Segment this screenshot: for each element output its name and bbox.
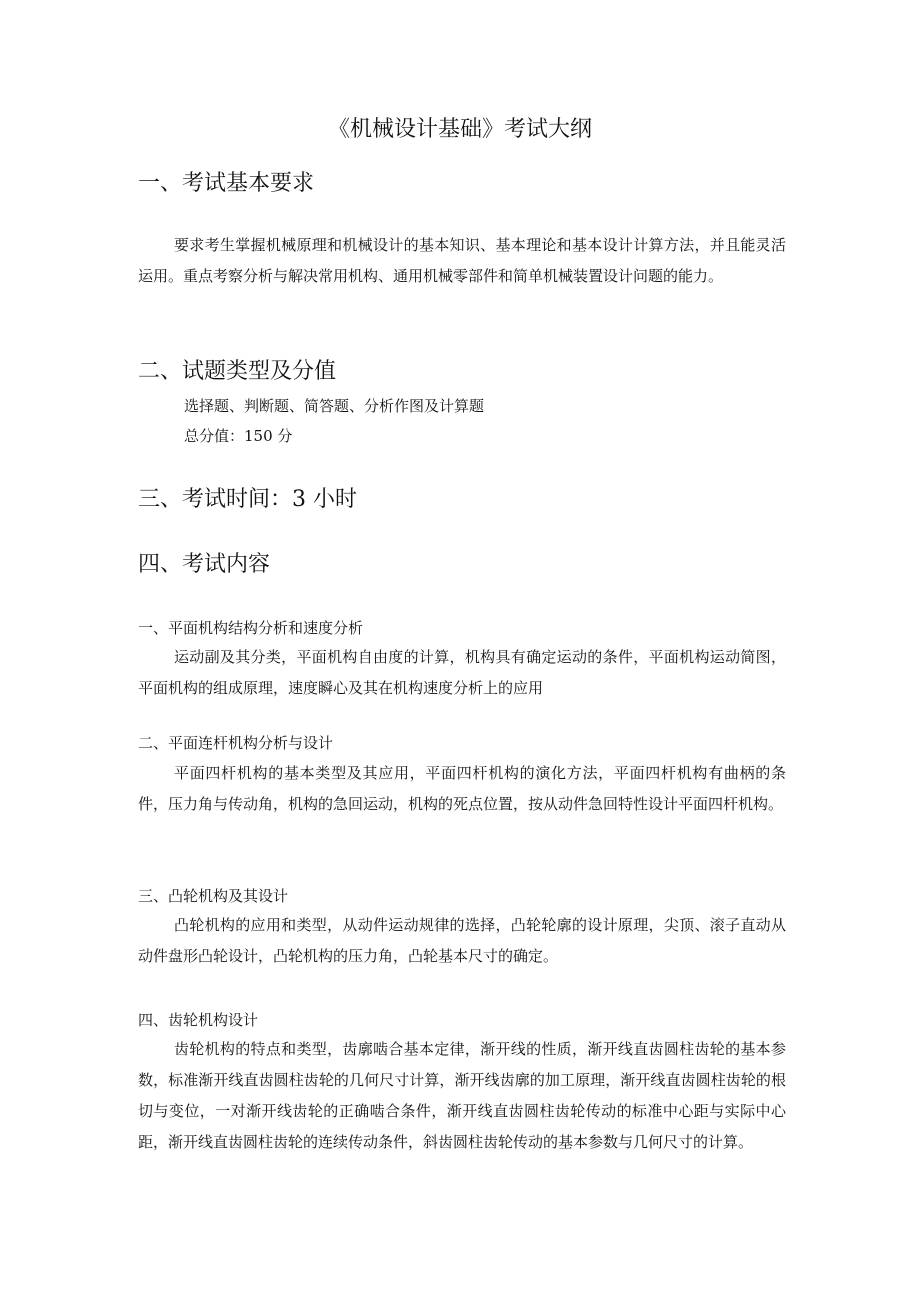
section-heading-question-types: 二、试题类型及分值: [138, 359, 337, 384]
content-item-paragraph: 平面四杆机构的基本类型及其应用，平面四杆机构的演化方法，平面四杆机构有曲柄的条件，压力角与传动角，机构的急回运动，机构的死点位置，按从动件急回特性设计平面四杆机构。: [138, 764, 786, 813]
content-item-paragraph: 运动副及其分类，平面机构自由度的计算，机构具有确定运动的条件，平面机构运动简图，平面机构的组成原理，速度瞬心及其在机构速度分析上的应用: [138, 648, 786, 697]
content-item-heading: 四、齿轮机构设计: [138, 1011, 259, 1029]
section-heading-requirements: 一、考试基本要求: [138, 171, 315, 196]
section-heading-exam-time: 三、考试时间：3 小时: [138, 487, 357, 512]
content-item-paragraph: 齿轮机构的特点和类型，齿廓啮合基本定律，渐开线的性质，渐开线直齿圆柱齿轮的基本参数，标准渐开线直齿圆柱齿轮的几何尺寸计算，渐开线齿廓的加工原理，渐开线直齿圆柱齿轮的根切与变位，一对渐开线齿轮的正确啮合条件，渐开线直齿圆柱齿轮传动的标准中心距与实际中心距，渐开线直齿圆柱齿轮的连续传动条件，斜齿圆柱齿轮传动的基本参数与几何尺寸的计算。: [138, 1040, 786, 1151]
content-item-paragraph: 凸轮机构的应用和类型，从动件运动规律的选择，凸轮轮廓的设计原理，尖顶、滚子直动从动件盘形凸轮设计，凸轮机构的压力角，凸轮基本尺寸的确定。: [138, 916, 786, 965]
section-heading-exam-content: 四、考试内容: [138, 552, 271, 577]
document-title: 《机械设计基础》考试大纲: [327, 117, 592, 142]
content-item-heading: 二、平面连杆机构分析与设计: [138, 734, 334, 752]
question-types-text: 选择题、判断题、简答题、分析作图及计算题: [184, 397, 485, 415]
content-item-heading: 三、凸轮机构及其设计: [138, 887, 289, 905]
total-score-text: 总分值：150 分: [184, 427, 293, 445]
content-item-heading: 一、平面机构结构分析和速度分析: [138, 619, 364, 637]
requirements-paragraph: 要求考生掌握机械原理和机械设计的基本知识、基本理论和基本设计计算方法，并且能灵活运用。重点考察分析与解决常用机构、通用机械零部件和简单机械装置设计问题的能力。: [138, 236, 786, 285]
